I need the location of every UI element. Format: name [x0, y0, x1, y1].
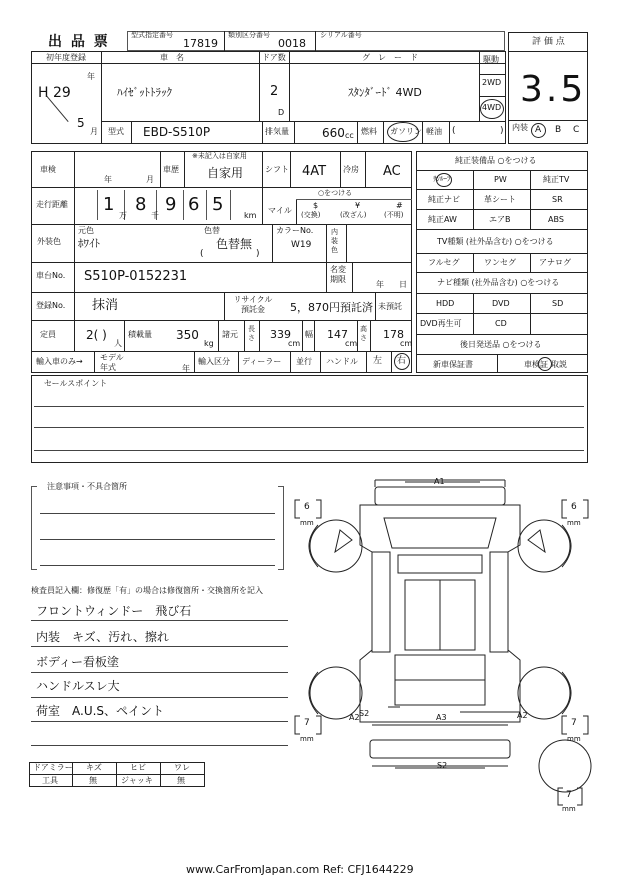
vin-label: 車台No. — [36, 271, 66, 280]
mileage-man: 万 — [119, 211, 127, 220]
cc-unit: cc — [345, 131, 354, 140]
repaint-label: 色替 — [204, 226, 220, 235]
notes-label: 注意事項・不具合箇所 — [47, 482, 127, 491]
type-no-label: 型式指定番号 — [131, 31, 173, 39]
ac-label: 冷房 — [343, 165, 359, 174]
shaken-label: 車検 — [40, 165, 56, 174]
drive-label: 駆動 — [483, 55, 499, 64]
import-label: 輸入車のみ→ — [36, 357, 83, 366]
fuel-gasoline: ガソリン — [390, 127, 422, 136]
year-unit: 年 — [87, 72, 95, 81]
load-value: 350 — [176, 328, 199, 342]
note-line-5: 荷室 A.U.S、ペイント — [36, 704, 165, 718]
dims-label: 諸元 — [222, 330, 238, 339]
later-warranty: 新車保証書 — [433, 360, 473, 369]
mirror-broken: ワレ — [174, 763, 190, 772]
tv-oneseg: ワンセグ — [484, 258, 516, 267]
navi-hdd: HDD — [436, 299, 455, 308]
inner-label: 内装 — [512, 123, 528, 132]
height-value: 178 — [383, 328, 404, 341]
tv-analog: アナログ — [539, 258, 571, 267]
later-manual: 取説 — [551, 360, 567, 369]
handle-right: 右 — [397, 356, 407, 366]
tool-label: 工具 — [42, 776, 58, 785]
damage-a3: A3 — [436, 713, 447, 722]
ac-value: AC — [383, 164, 401, 179]
shaken-month-unit: 月 — [146, 175, 154, 184]
tv-fullseg: フルセグ — [428, 258, 460, 267]
name-change-year-unit: 年 — [376, 280, 384, 289]
shaken-year-unit: 年 — [104, 175, 112, 184]
doors: 2 — [270, 84, 279, 99]
equip-tv: 純正TV — [543, 175, 570, 184]
model-code: EBD-S510P — [143, 125, 211, 139]
tire-rl-unit: mm — [300, 735, 314, 743]
equip-sr: SR — [552, 195, 563, 204]
mileage-km: km — [244, 211, 257, 220]
handle-label: ハンドル — [326, 357, 358, 366]
tire-fl-depth: 6 — [304, 502, 310, 512]
history-note: ※未記入は自家用 — [192, 152, 247, 160]
equip-aw: 純正AW — [428, 215, 457, 224]
swap-mark: $ — [313, 201, 319, 210]
mileage-digit-1: 1 — [103, 194, 115, 215]
note-line-4: ハンドルスレ大 — [36, 679, 120, 693]
width-label: 幅 — [305, 330, 313, 339]
jack-label: ジャッキ — [121, 776, 153, 785]
damage-s2-left: S2 — [359, 709, 370, 718]
note-line-2: 内装 キズ、汚れ、擦れ — [36, 630, 169, 644]
shift-label: シフト — [265, 165, 289, 174]
drive-2wd: 2WD — [482, 78, 502, 87]
inspector-label: 検査員記入欄：修復歴「有」の場合は修復箇所・交換箇所を記入 — [31, 586, 263, 595]
capacity-value: 2( ) — [86, 328, 107, 342]
grade-col-label: グ レ ー ド — [362, 53, 418, 62]
import-parallel: 並行 — [296, 357, 312, 366]
equip-abs: ABS — [548, 215, 564, 224]
note-line-1: フロントウィンドー 飛び石 — [36, 604, 192, 618]
mileage-digit-2: 8 — [135, 194, 147, 215]
tire-fr-unit: mm — [567, 519, 581, 527]
import-dealer: ディーラー — [242, 357, 282, 366]
model-year-label: モデル年式 — [100, 353, 124, 372]
equip-airbag: エアB — [489, 215, 511, 224]
unknown-label: (不明) — [384, 211, 404, 219]
serial-label: シリアル番号 — [320, 31, 362, 39]
unknown-mark: # — [396, 201, 403, 210]
history-label: 車歴 — [163, 165, 179, 174]
circle-note: ○をつける — [318, 189, 353, 197]
equip-header: 純正装備品 ○をつける — [455, 156, 537, 165]
length-label: 長さ — [248, 325, 255, 342]
miles-label: マイル — [268, 206, 292, 215]
tire-fl-unit: mm — [300, 519, 314, 527]
load-label: 積載量 — [128, 330, 152, 339]
mirror-crack: ヒビ — [130, 763, 146, 772]
footer-reference: www.CarFromJapan.com Ref: CFJ1644229 — [186, 863, 414, 876]
navi-sd: SD — [552, 299, 564, 308]
history-value: 自家用 — [207, 166, 244, 180]
recycle-value: 5，870円預託済 — [290, 301, 373, 314]
swap-label: (交換) — [301, 211, 321, 219]
name-change-day-unit: 日 — [399, 280, 407, 289]
recycle-no: 未預託 — [378, 302, 402, 311]
shift-value: 4AT — [302, 164, 327, 179]
class-no: 0018 — [278, 37, 306, 50]
equip-leather: 革シート — [484, 195, 516, 204]
tire-fr-depth: 6 — [571, 502, 577, 512]
fuel-label: 燃料 — [361, 127, 377, 136]
damage-a2-left: A2 — [349, 713, 360, 722]
color-no: W19 — [291, 240, 312, 250]
car-name: ﾊｲｾﾞｯﾄﾄﾗｯｸ — [117, 86, 172, 99]
length-unit: cm — [288, 339, 301, 348]
jack-value: 無 — [177, 776, 185, 785]
mileage-digit-5: 5 — [212, 194, 224, 215]
tire-spare-depth: 7 — [566, 790, 572, 800]
reg-value: 抹消 — [92, 298, 119, 313]
import-kind-label: 輸入区分 — [198, 357, 230, 366]
car-name-label: 車 名 — [160, 53, 184, 62]
handle-left: 左 — [373, 356, 383, 366]
grade-box-label: 評 価 点 — [532, 37, 565, 47]
navi-dvd-play: DVD再生可 — [420, 319, 462, 328]
doors-label: ドア数 — [262, 53, 286, 62]
capacity-label: 定員 — [40, 330, 56, 339]
damage-a1: A1 — [434, 477, 445, 486]
tampered-mark: ¥ — [355, 201, 361, 210]
repaint-value: 色替無 — [216, 237, 253, 251]
length-value: 339 — [270, 328, 291, 341]
grade-name: ｽﾀﾝﾀﾞｰﾄﾞ 4WD — [348, 86, 422, 99]
tire-spare-unit: mm — [562, 805, 576, 813]
mileage-digit-4: 6 — [188, 194, 200, 215]
mileage-label: 走行距離 — [36, 200, 68, 209]
width-value: 147 — [327, 328, 348, 341]
type-no: 17819 — [183, 37, 218, 50]
year-label: 初年度登録 — [46, 53, 86, 62]
orig-color-label: 元色 — [78, 226, 94, 235]
model-year-unit: 年 — [182, 364, 190, 373]
mirror-label: ドアミラー — [33, 763, 73, 772]
first-registration-year: H 29 — [38, 85, 71, 101]
recycle-label: リサイクル預託金 — [233, 295, 273, 314]
sales-point-label: セールスポイント — [44, 379, 108, 388]
class-no-label: 類別区分番号 — [228, 31, 270, 39]
damage-s2-bottom: S2 — [437, 761, 448, 770]
navi-header: ナビ種類 (社外品含む) ○をつける — [437, 278, 560, 287]
fuel-diesel: 軽油 — [426, 127, 442, 136]
doors-unit: D — [278, 108, 285, 117]
displacement: 660 — [322, 126, 345, 140]
load-unit: kg — [204, 339, 214, 348]
tire-rr-depth: 7 — [571, 718, 577, 728]
equip-navi: 純正ナビ — [428, 195, 460, 204]
mirror-scratch: キズ — [86, 763, 102, 772]
later-header: 後日発送品 ○をつける — [460, 340, 542, 349]
width-unit: cm — [345, 339, 358, 348]
sheet-title: 出 品 票 — [48, 34, 110, 50]
drive-4wd: 4WD — [482, 103, 502, 112]
height-label: 高さ — [360, 325, 367, 342]
tool-value: 無 — [89, 776, 97, 785]
evaluation-score: 3.5 — [520, 69, 587, 110]
height-unit: cm — [400, 339, 413, 348]
mileage-sen: 千 — [151, 211, 159, 220]
color-no-label: カラーNo. — [276, 226, 314, 235]
capacity-unit: 人 — [114, 339, 122, 348]
navi-dvd: DVD — [492, 299, 510, 308]
inner-c: C — [573, 125, 580, 135]
cc-label: 排気量 — [265, 127, 289, 136]
ext-color: ﾎﾜｲﾄ — [78, 237, 100, 250]
ext-color-label: 外装色 — [37, 237, 61, 246]
vin-value: S510P-0152231 — [84, 269, 188, 284]
damage-a2-right: A2 — [517, 711, 528, 720]
model-label: 型式 — [108, 127, 124, 136]
tire-rl-depth: 7 — [304, 718, 310, 728]
mileage-digit-3: 9 — [165, 194, 177, 215]
later-shaken-cert: 車検証 — [524, 360, 548, 369]
tire-rr-unit: mm — [567, 735, 581, 743]
equip-sunroof: ｻﾝﾙｰﾌ — [433, 175, 451, 183]
inner-b: B — [555, 125, 562, 135]
int-color-label: 内装色 — [331, 228, 338, 254]
first-registration-month: 5 — [77, 116, 85, 130]
navi-cd: CD — [495, 319, 507, 328]
reg-label: 登録No. — [36, 301, 66, 310]
tampered-label: (改ざん) — [340, 211, 367, 219]
equip-pw: PW — [494, 175, 507, 184]
inner-a: A — [535, 125, 542, 135]
note-line-3: ボディー看板塗 — [36, 655, 120, 669]
month-unit: 月 — [90, 127, 98, 136]
name-change-label: 名変期限 — [330, 265, 346, 284]
tv-header: TV種類 (社外品含む) ○をつける — [437, 237, 554, 246]
